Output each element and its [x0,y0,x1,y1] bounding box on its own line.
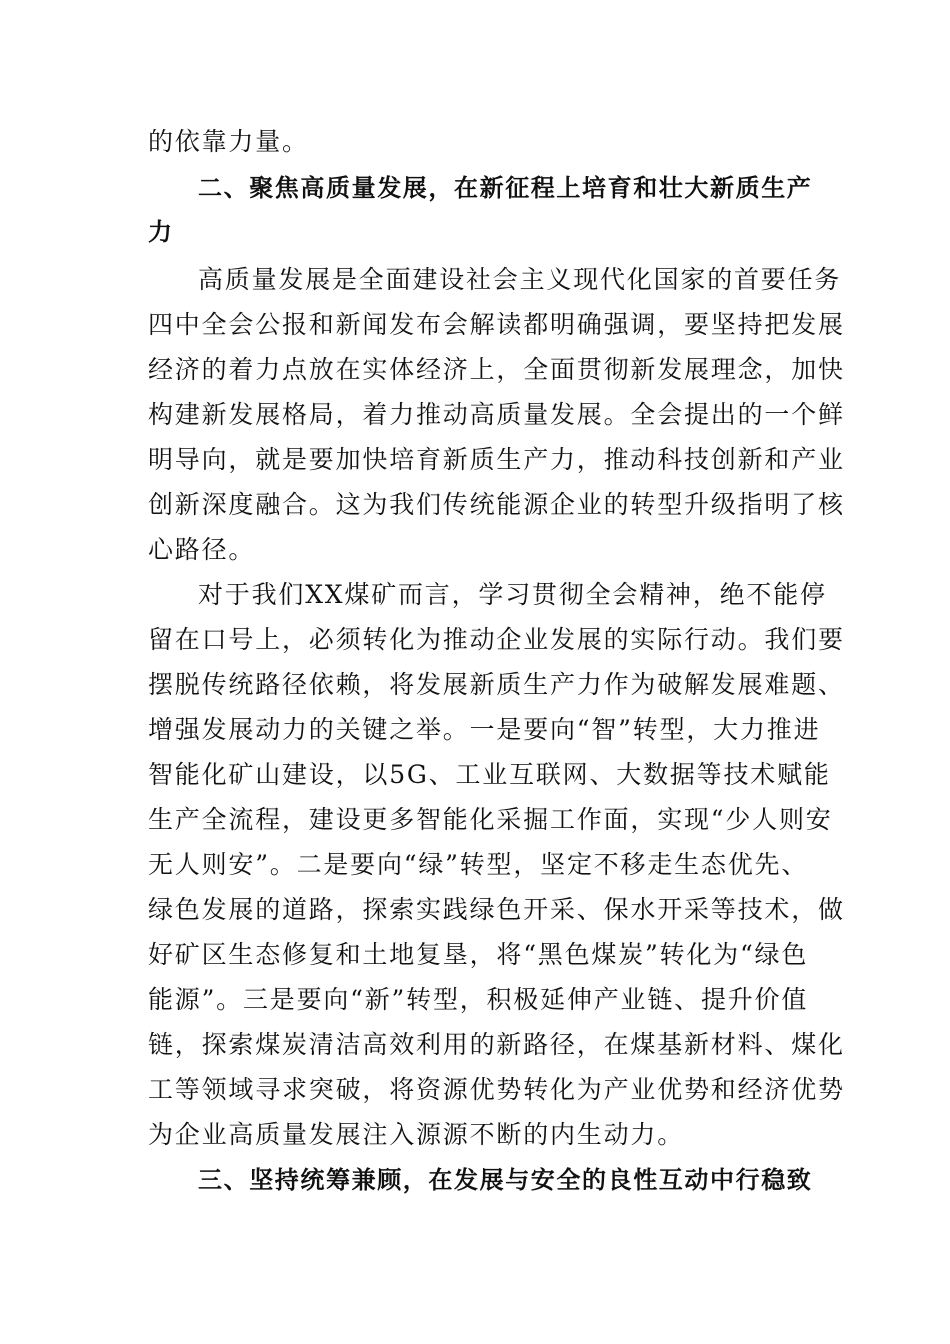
paragraph-line: 摆脱传统路径依赖，将发展新质生产力作为破解发展难题、 [148,670,845,699]
paragraph-line: 留在口号上，必须转化为推动企业发展的实际行动。我们要 [148,625,845,654]
paragraph-line: 为企业高质量发展注入源源不断的内生动力。 [148,1120,685,1149]
paragraph-line: 好矿区生态修复和土地复垦，将“黑色煤炭”转化为“绿色 [148,940,809,969]
paragraph-line: 智能化矿山建设，以5G、工业互联网、大数据等技术赋能 [148,760,831,789]
paragraph-line: 创新深度融合。这为我们传统能源企业的转型升级指明了核 [148,490,845,519]
section-heading-2: 二、聚焦高质量发展，在新征程上培育和壮大新质生产 [198,174,813,202]
paragraph-line: 经济的着力点放在实体经济上，全面贯彻新发展理念，加快 [148,355,845,384]
paragraph-line: 构建新发展格局，着力推动高质量发展。全会提出的一个鲜 [148,400,845,429]
paragraph-line: 明导向，就是要加快培育新质生产力，推动科技创新和产业 [148,445,845,474]
paragraph-line: 链，探索煤炭清洁高效利用的新路径，在煤基新材料、煤化 [148,1030,845,1059]
section-heading-3: 三、坚持统筹兼顾，在发展与安全的良性互动中行稳致 [198,1166,813,1194]
paragraph-line: 对于我们XX煤矿而言，学习贯彻全会精神，绝不能停 [198,580,827,609]
paragraph-line: 工等领域寻求突破，将资源优势转化为产业优势和经济优势 [148,1075,845,1104]
paragraph-line: 的依靠力量。 [148,127,309,156]
paragraph-line: 能源”。三是要向“新”转型，积极延伸产业链、提升价值 [148,985,809,1014]
paragraph-line: 生产全流程，建设更多智能化采掘工作面，实现“少人则安 [148,805,833,834]
paragraph-line: 高质量发展是全面建设社会主义现代化国家的首要任务 [198,265,842,294]
section-heading-2-continued: 力 [148,218,174,246]
paragraph-line: 绿色发展的道路，探索实践绿色开采、保水开采等技术，做 [148,895,845,924]
paragraph-line: 增强发展动力的关键之举。一是要向“智”转型，大力推进 [148,715,821,744]
paragraph-line: 四中全会公报和新闻发布会解读都明确强调，要坚持把发展 [148,310,845,339]
paragraph-line: 心路径。 [148,535,256,564]
paragraph-line: 无人则安”。二是要向“绿”转型，坚定不移走生态优先、 [148,850,809,879]
